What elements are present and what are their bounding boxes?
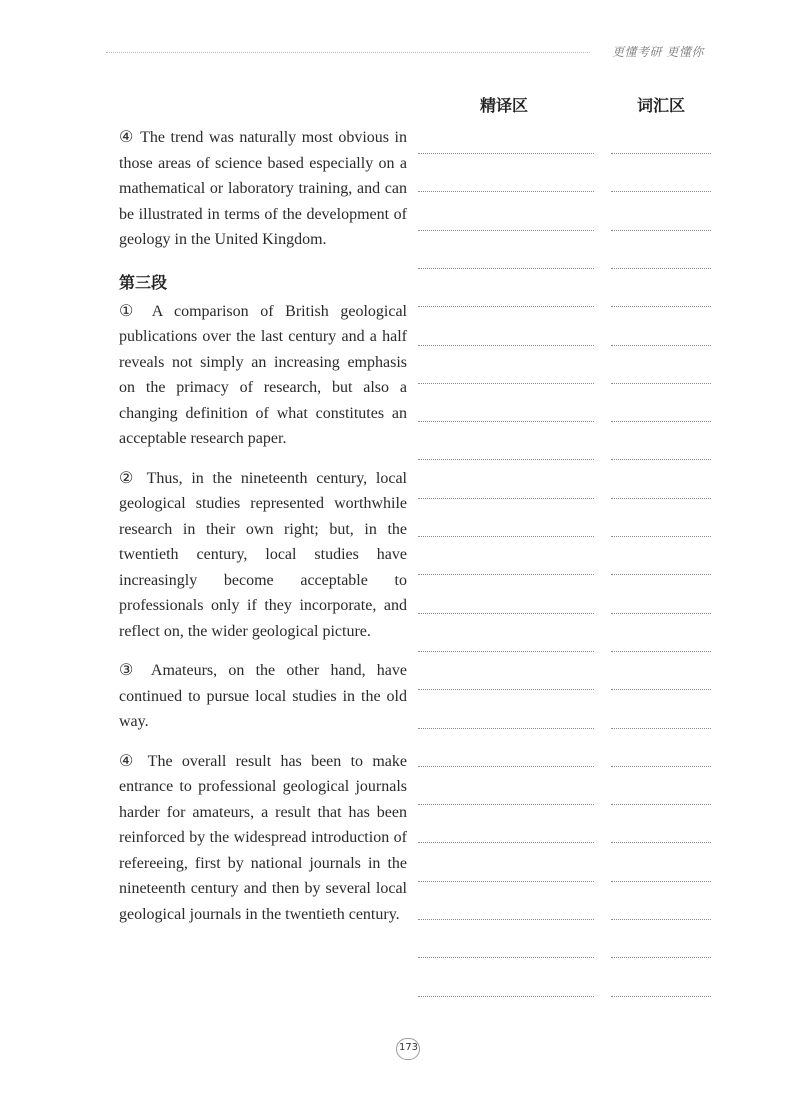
vocab-note-line: [611, 383, 711, 384]
translation-note-line: [418, 804, 594, 805]
vocab-note-line: [611, 728, 711, 729]
translation-note-line: [418, 996, 594, 997]
vocab-column-heading: 词汇区: [637, 96, 686, 115]
vocab-note-line: [611, 459, 711, 460]
vocab-note-line: [611, 842, 711, 843]
vocab-note-line: [611, 651, 711, 652]
translation-note-line: [418, 613, 594, 614]
page-number: 173: [398, 1042, 419, 1053]
translation-note-line: [418, 421, 594, 422]
translation-note-line: [418, 651, 594, 652]
header-slogan: 更懂考研 更懂你: [612, 45, 704, 59]
paragraph-3-sentence-4: ④ The overall result has been to make entrance to professional geological journals harder for amateurs, a result that has been reinforced by the widespread introduction of refereeing, first by national journals in the nineteenth century and then by several local geological journals in the twentieth century.: [119, 752, 407, 923]
translation-column-heading: 精译区: [480, 96, 529, 115]
paragraph-3-sentence-3: ③ Amateurs, on the other hand, have continued to pursue local studies in the old way.: [119, 662, 407, 730]
translation-note-line: [418, 191, 594, 192]
vocab-note-line: [611, 536, 711, 537]
vocab-note-line: [611, 957, 711, 958]
vocab-note-line: [611, 919, 711, 920]
vocab-note-line: [611, 498, 711, 499]
translation-note-line: [418, 689, 594, 690]
translation-note-line: [418, 498, 594, 499]
section-title: 第三段: [119, 272, 168, 292]
paragraph-3-sentence-1: ① A comparison of British geological publications over the last century and a half reveals not simply an increasing emphasis on the primacy of research, but also a changing definition of what constitutes an acceptable research paper.: [119, 302, 407, 447]
translation-note-line: [418, 459, 594, 460]
translation-note-line: [418, 383, 594, 384]
translation-note-line: [418, 153, 594, 154]
vocab-note-line: [611, 153, 711, 154]
translation-note-line: [418, 766, 594, 767]
translation-note-line: [418, 574, 594, 575]
paragraph-3-sentence-2: ② Thus, in the nineteenth century, local geological studies represented worthwhile research in their own right; but, in the twentieth century, local studies have increasingly become acceptable to professionals only if they incorporate, and reflect on, the wider geological picture.: [119, 469, 407, 640]
vocab-note-line: [611, 268, 711, 269]
translation-note-line: [418, 919, 594, 920]
vocab-note-line: [611, 689, 711, 690]
paragraph-2-sentence-4: ④ The trend was naturally most obvious in those areas of science based especially on a mathematical or laboratory training, and can be illustrated in terms of the development of geology in the United Kingdom.: [119, 129, 407, 248]
vocab-note-line: [611, 766, 711, 767]
translation-note-line: [418, 842, 594, 843]
vocab-note-line: [611, 574, 711, 575]
vocab-note-line: [611, 345, 711, 346]
translation-note-line: [418, 881, 594, 882]
translation-note-line: [418, 230, 594, 231]
translation-note-line: [418, 728, 594, 729]
vocab-note-line: [611, 421, 711, 422]
vocab-note-line: [611, 191, 711, 192]
vocab-note-line: [611, 613, 711, 614]
translation-note-line: [418, 957, 594, 958]
vocab-note-line: [611, 881, 711, 882]
page-number-badge: [393, 1036, 425, 1062]
translation-note-line: [418, 536, 594, 537]
translation-note-line: [418, 345, 594, 346]
translation-note-line: [418, 306, 594, 307]
vocab-note-line: [611, 996, 711, 997]
vocab-note-line: [611, 804, 711, 805]
translation-note-line: [418, 268, 594, 269]
vocab-note-line: [611, 230, 711, 231]
vocab-note-line: [611, 306, 711, 307]
